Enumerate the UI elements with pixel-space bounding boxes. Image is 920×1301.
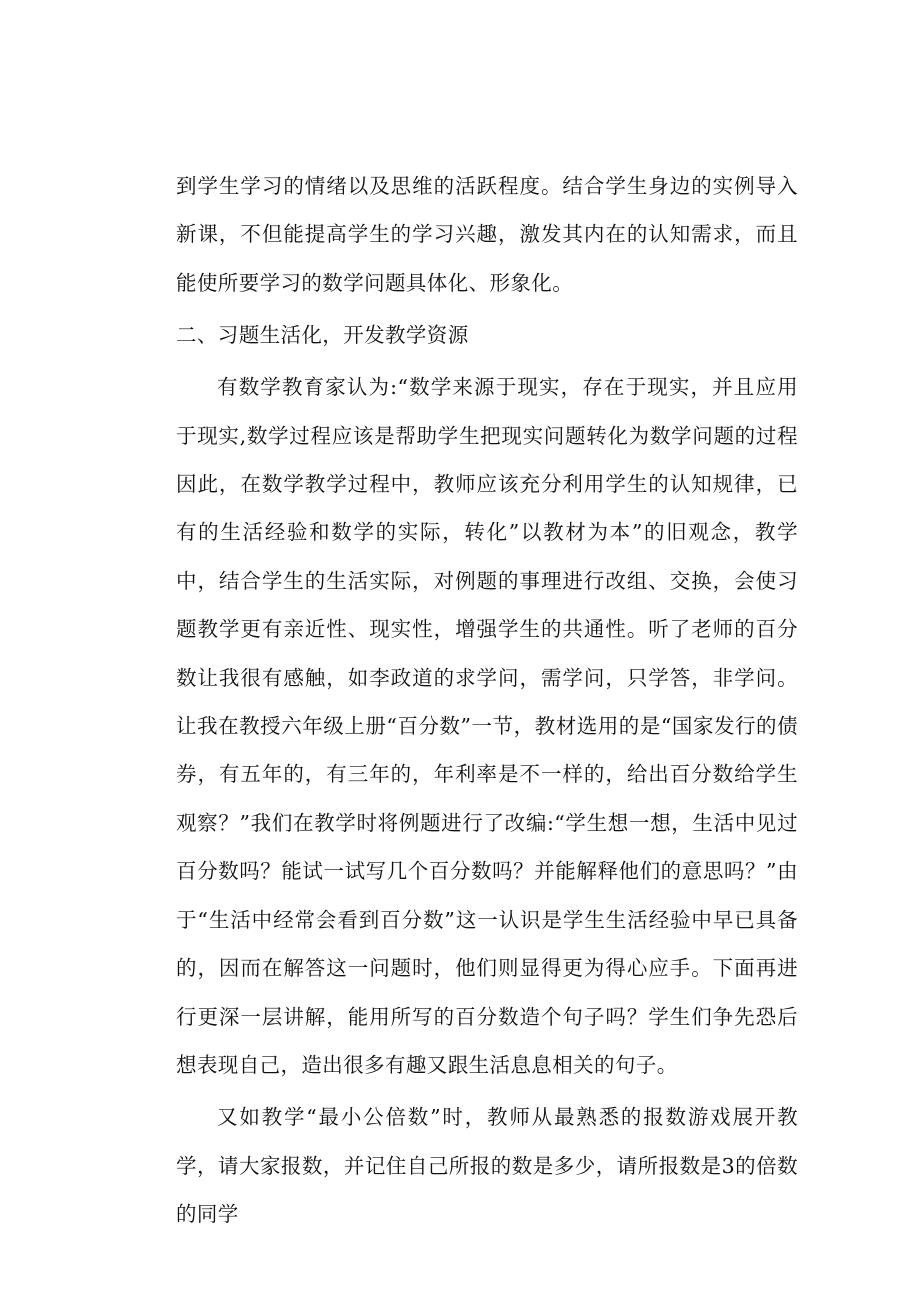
section-heading: 二、习题生活化，开发教学资源: [176, 323, 469, 348]
paragraph-continuation: 到学生学习的情绪以及思维的活跃程度。结合学生身边的实例导入新课，不但能提高学生的学习兴趣，激发其内在的认知需求，而且能使所要学习的数学问题具体化、形象化。: [176, 174, 798, 295]
paragraph-body: 有数学教育家认为:“数学来源于现实，存在于现实，并且应用于现实,数学过程应该是帮助学生把现实问题转化为数学问题的过程因此，在数学教学过程中，教师应该充分利用学生的认知规律，已有的生活经验和数学的实际，转化”以教材为本”的旧观念，教学中，结合学生的生活实际，对例题的事理进行改组、交换，会使习题教学更有亲近性、现实性，增强学生的共通性。听了老师的百分数让我很有感触，如李政道的求学问，需学问，只学答，非学问。让我在教授六年级上册“百分数”一节，教材选用的是“国家发行的债券，有五年的，有三年的，年利率是不一样的，给出百分数给学生观察？”我们在教学时将例题进行了改编:“学生想一想，生活中见过百分数吗？能试一试写几个百分数吗？并能解释他们的意思吗？”由于“生活中经常会看到百分数”这一认识是学生生活经验中早已具备的，因而在解答这一问题时，他们则显得更为得心应手。下面再进行更深一层讲解，能用所写的百分数造个句子吗？学生们争先恐后想表现自己，造出很多有趣又跟生活息息相关的句子。: [176, 375, 798, 1077]
paragraph-body: 又如教学“最小公倍数”时，教师从最熟悉的报数游戏展开教学，请大家报数，并记住自己所报的数是多少，请所报数是3的倍数的同学: [176, 1105, 798, 1227]
document-body: [176, 162, 798, 1239]
